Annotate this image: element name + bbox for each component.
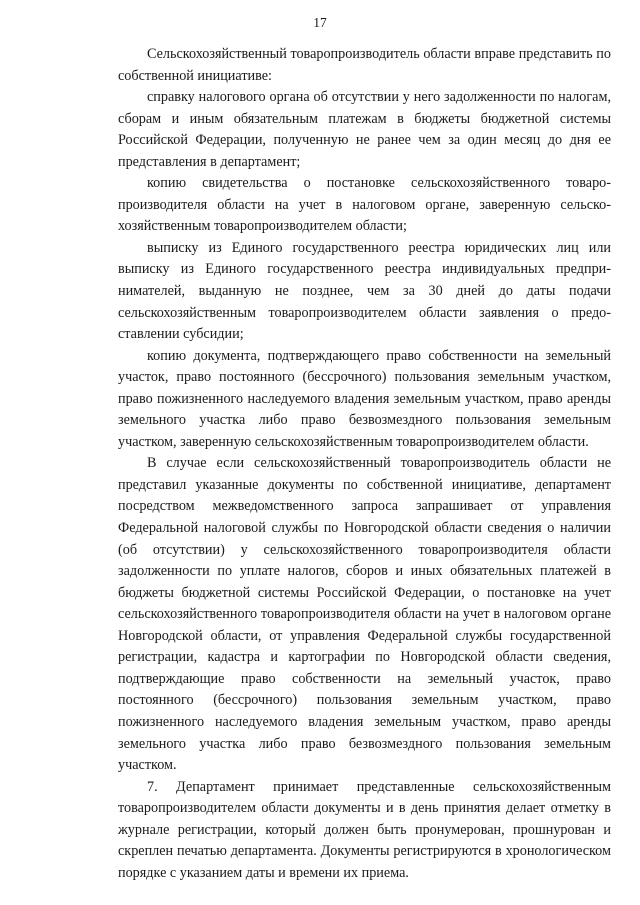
paragraph-registration-certificate: копию свидетельства о постановке сельскохозяйственного товаропроизводителя области на учет в налоговом органе, заверенную сельскохозяйственным товаропроизводителем области;: [118, 175, 611, 235]
paragraph-intro: Сельскохозяйственный товаропроизводитель области вправе представить по собственной инициативе:: [118, 46, 611, 84]
paragraph-land-document: копию документа, подтверждающего право собственности на земельный участок, право постоянного (бессрочного) пользования земельным участком, право пожизненного наследуемого владения земельным участком, право аренды земельного участка либо право безвозмездного пользования земельным участком, заверенную сельскохозяйственным товаропроизводителем области.: [118, 347, 611, 450]
paragraph-tax-certificate: справку налогового органа об отсутствии у него задолженности по налогам, сборам и иным обязательным платежам в бюджеты бюджетной системы Российской Федерации, полученную не ранее чем за один месяц до дня ее представления в департамент;: [118, 89, 611, 170]
paragraph-registry-extract: выписку из Единого государственного реестра юридических лиц или выписку из Единого государственного реестра индивидуальных предпринимателей, выданную не позднее, чем за 30 дней до даты подачи сельскохозяйственным товаропроизводителем области заявления о предоставлении субсидии;: [118, 239, 611, 343]
paragraph-item-7: 7. Департамент принимает представленные сельскохозяйственным товаропроизводителем области документы и в день принятия делает отметку в журнале регистрации, который должен быть пронумерован, прошнурован и скреплен печатью департамента. Документы регистрируются в хронологическом порядке с указанием даты и времени их приема.: [118, 778, 611, 881]
document-body: [118, 44, 611, 884]
paragraph-interagency-request: В случае если сельскохозяйственный товаропроизводитель области не представил указанные документы по собственной инициативе, департамент посредством межведомственного запроса запрашивает от управления Федеральной налоговой службы по Новгородской области сведения о наличии (об отсутствии) у сельскохозяйственного товаропроизводителя области задолженности по уплате налогов, сборов и иных обязательных платежей в бюджеты бюджетной системы Российской Федерации, о постановке на учет сельскохозяйственного товаропроизводителя области на учет в налоговом органе Новгородской области, от управления Федеральной службы государственной регистрации, кадастра и картографии по Новгородской области сведения, подтверждающие право собственности на земельный участок, право постоянного (бессрочного) пользования земельным участком, право пожизненного наследуемого владения земельным участком, право аренды земельного участка либо право безвозмездного пользования земельным участком.: [118, 455, 611, 774]
page-number: 17: [313, 15, 327, 30]
